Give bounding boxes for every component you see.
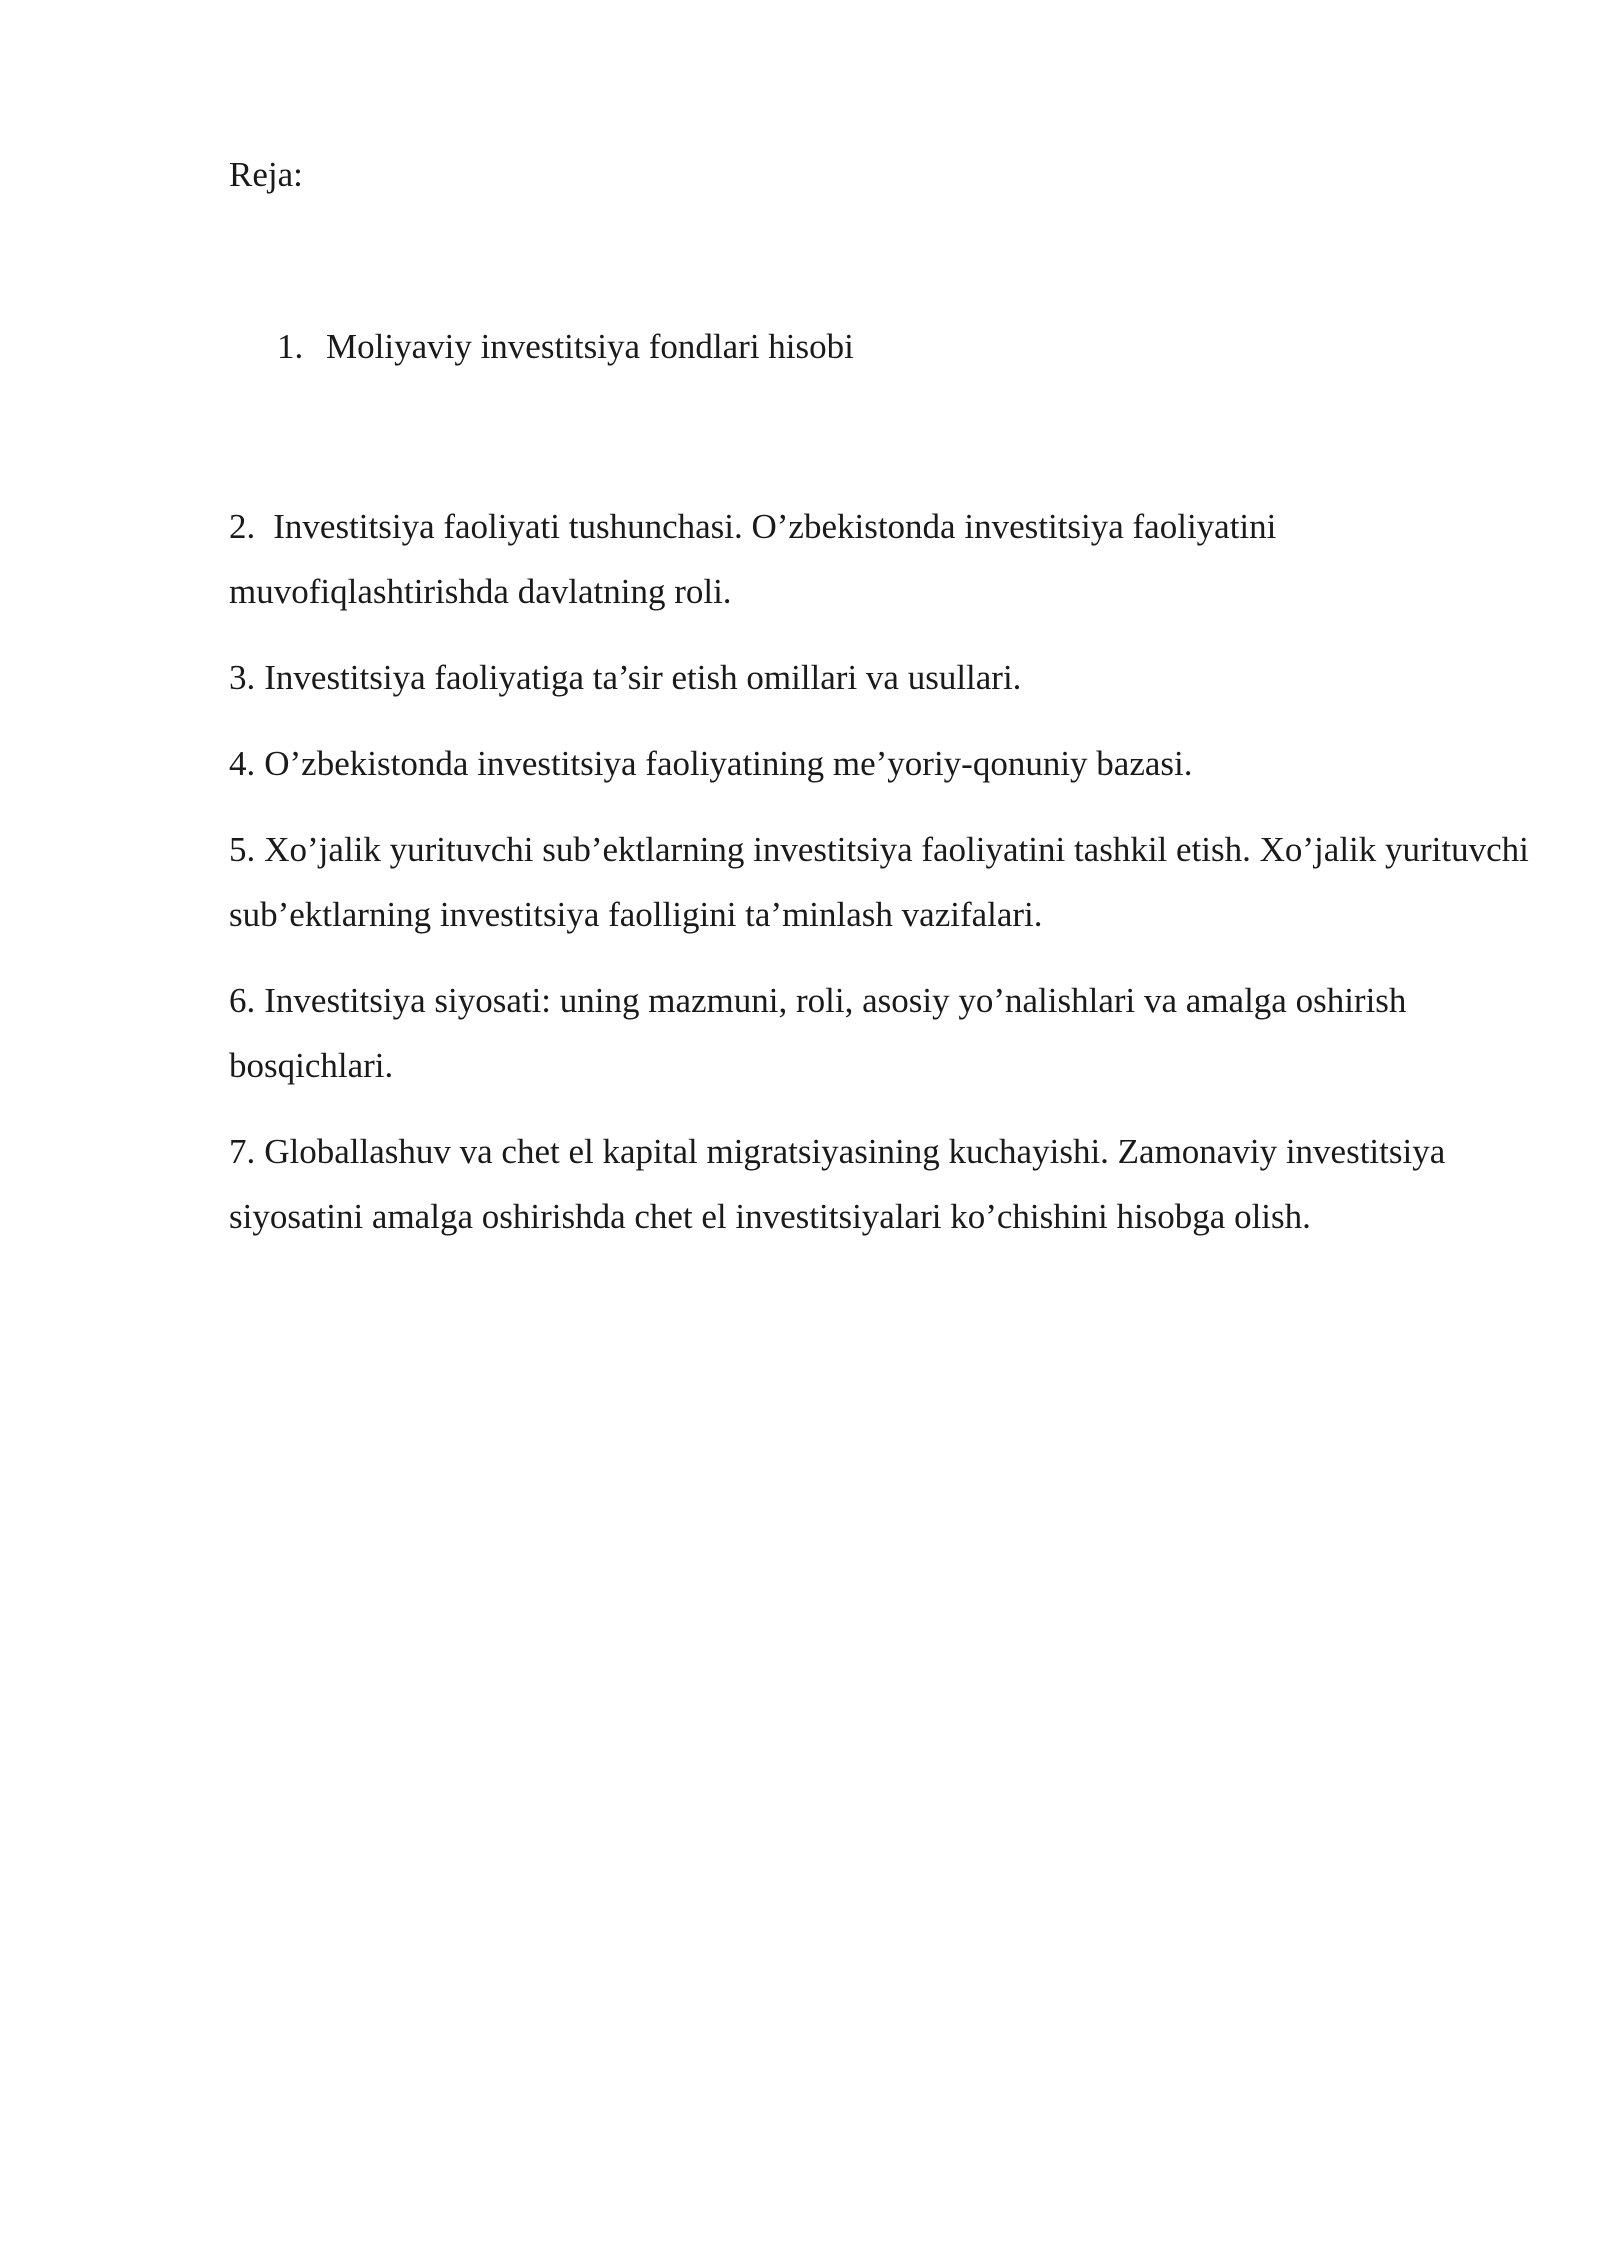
plan-item-text: Investitsiya faoliyati tushunchasi. O’zbekistonda investitsiya faoliyatini muvofiqlashtirishda davlatning roli. xyxy=(229,507,1277,611)
plan-item-6 xyxy=(229,968,1529,1098)
plan-item-7 xyxy=(229,1119,1529,1249)
plan-item-5 xyxy=(229,817,1529,947)
plan-item-4 xyxy=(229,731,1529,796)
plan-item-text: Moliyaviy investitsiya fondlari hisobi xyxy=(326,327,854,366)
plan-item-text: Xo’jalik yurituvchi sub’ektlarning investitsiya faoliyatini tashkil etish. Xo’jalik yurituvchi sub’ektlarning investitsiya faolligini ta’minlash vazifalari. xyxy=(229,830,1529,934)
plan-list xyxy=(229,494,1529,1270)
plan-item-1 xyxy=(277,324,854,370)
plan-item-text: Globallashuv va chet el kapital migratsiyasining kuchayishi. Zamonaviy investitsiya siyosatini amalga oshirishda chet el investitsiyalari ko’chishini hisobga olish. xyxy=(229,1132,1446,1236)
plan-item-number: 5. xyxy=(229,830,256,869)
plan-item-3 xyxy=(229,645,1529,710)
document-heading: Reja: xyxy=(229,155,303,194)
plan-item-number: 1. xyxy=(277,327,304,366)
plan-item-text: Investitsiya siyosati: uning mazmuni, roli, asosiy yo’nalishlari va amalga oshirish bosqichlari. xyxy=(229,981,1407,1085)
plan-item-number: 2. xyxy=(229,507,256,546)
plan-item-text: Investitsiya faoliyatiga ta’sir etish omillari va usullari. xyxy=(264,658,1022,697)
plan-item-text: O’zbekistonda investitsiya faoliyatining me’yoriy-qonuniy bazasi. xyxy=(264,744,1193,783)
plan-item-number: 3. xyxy=(229,658,256,697)
plan-item-2 xyxy=(229,494,1529,624)
plan-item-number: 4. xyxy=(229,744,256,783)
plan-item-number: 7. xyxy=(229,1132,256,1171)
plan-item-number: 6. xyxy=(229,981,256,1020)
